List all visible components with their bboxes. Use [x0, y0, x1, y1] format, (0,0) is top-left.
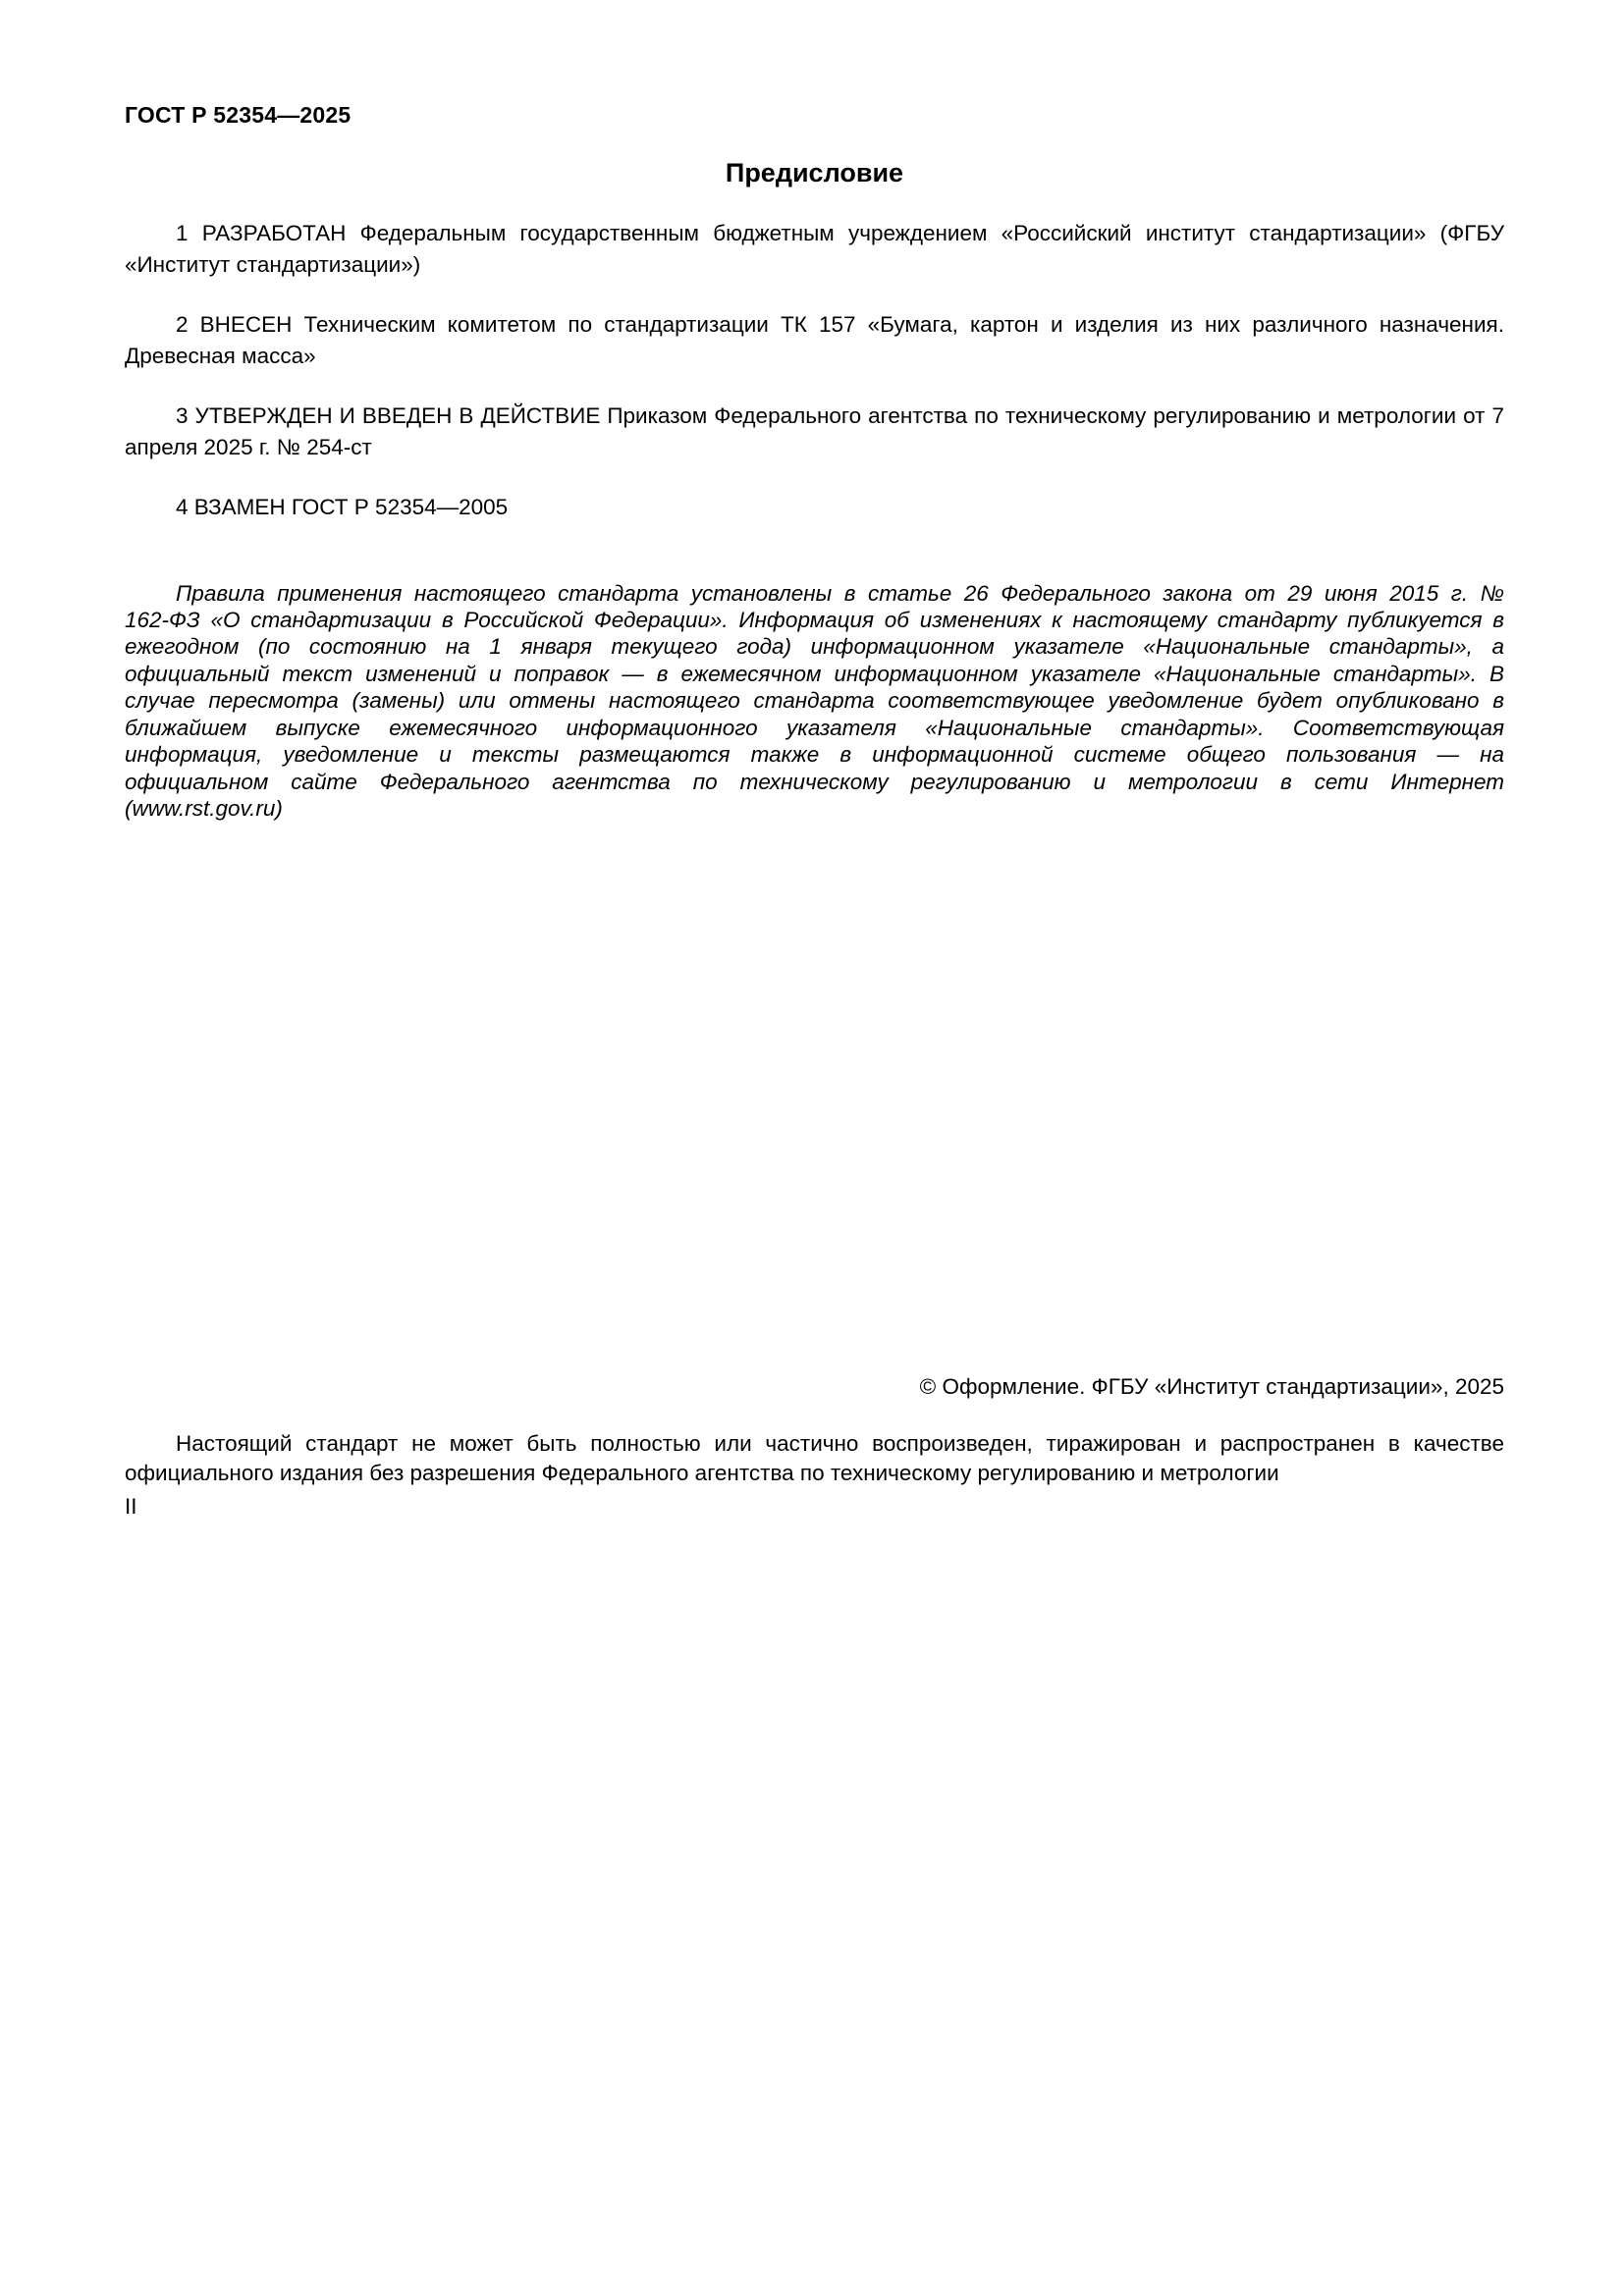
- reproduction-notice: Настоящий стандарт не может быть полностью или частично воспроизведен, тиражирован и распространен в качестве официального издания без разрешения Федерального агентства по техническому регулированию и метрологии: [125, 1430, 1504, 1485]
- page-title: Предисловие: [725, 158, 904, 187]
- copyright-line: © Оформление. ФГБУ «Институт стандартизации», 2025: [919, 1373, 1504, 1399]
- whitespace-spacer: [125, 823, 1504, 1374]
- document-code: ГОСТ Р 52354—2025: [125, 102, 352, 128]
- page-number: II: [125, 1494, 137, 1520]
- foreword-item-2: 2 ВНЕСЕН Техническим комитетом по стандартизации ТК 157 «Бумага, картон и изделия из них различного назначения. Древесная масса»: [125, 311, 1504, 368]
- foreword-item-1: 1 РАЗРАБОТАН Федеральным государственным бюджетным учреждением «Российский институт стандартизации» (ФГБУ «Институт стандартизации»): [125, 221, 1504, 277]
- legal-notice: Правила применения настоящего стандарта установлены в статье 26 Федерального закона от 29 июня 2015 г. № 162-ФЗ «О стандартизации в Российской Федерации». Информация об изменениях к настоящему стандарту публикуется в ежегодном (по состоянию на 1 января текущего года) информационном указателе «Национальные стандарты», а официальный текст изменений и поправок — в ежемесячном информационном указателе «Национальные стандарты». В случае пересмотра (замены) или отмены настоящего стандарта соответствующее уведомление будет опубликовано в ближайшем выпуске ежемесячного информационного указателя «Национальные стандарты». Соответствующая информация, уведомление и тексты размещаются также в информационной системе общего пользования — на официальном сайте Федерального агентства по техническому регулированию и метрологии в сети Интернет (www.rst.gov.ru): [125, 580, 1504, 822]
- foreword-item-4: 4 ВЗАМЕН ГОСТ Р 52354—2005: [176, 494, 509, 519]
- foreword-item-3: 3 УТВЕРЖДЕН И ВВЕДЕН В ДЕЙСТВИЕ Приказом Федерального агентства по техническому регулированию и метрологии от 7 апреля 2025 г. № 254-ст: [125, 402, 1504, 459]
